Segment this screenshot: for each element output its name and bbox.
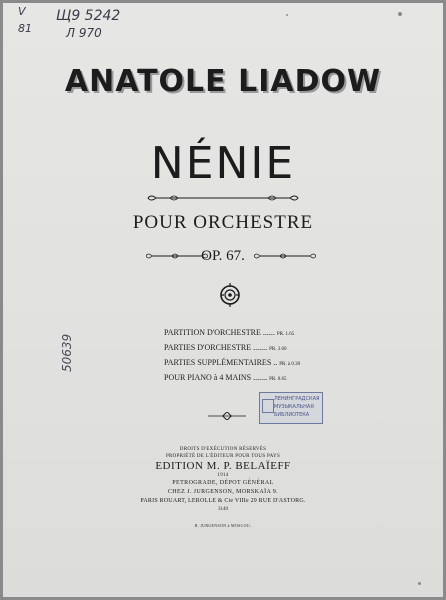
shelf-year: Л 970: [66, 26, 102, 40]
part-price: PR. 3.60: [269, 347, 287, 352]
rights-line: PROPRIÉTÉ DE L'ÉDITEUR POUR TOUS PAYS: [165, 454, 281, 459]
part-leader: .......: [253, 373, 268, 382]
part-label: POUR PIANO à 4 MAINS: [164, 373, 252, 382]
scroll-ornament: [146, 194, 300, 202]
paris-agent-line: PARIS ROUART, LEROLLE & Cie VIIIe 29 RUE D'ASTORG.: [140, 498, 306, 504]
part-label: PARTIES SUPPLÉMENTAIRES: [164, 358, 272, 367]
inventory-number: 50639: [60, 333, 74, 372]
price-list-item: [164, 326, 304, 341]
parts-price-list: [164, 326, 304, 386]
shelf-mark-a: V: [18, 5, 26, 18]
agent-line: CHEZ J. JURGENSON, MORSKAÏA 9.: [167, 489, 279, 495]
part-leader: ......: [262, 328, 275, 337]
price-list-item: [164, 356, 304, 371]
composer-name: ANATOLE LIADOW: [64, 64, 382, 99]
depot-line: PETROGRADE, DÉPOT GÉNÉRAL: [172, 480, 274, 486]
printer-line: B. JURGENSON à MOSCOU.: [194, 523, 252, 528]
stamp-line: БИБЛИОТЕКА: [274, 412, 310, 418]
part-label: PARTIES D'ORCHESTRE: [164, 343, 252, 352]
part-leader: ..: [273, 358, 278, 367]
paper-speck: [398, 12, 402, 16]
rights-line: DROITS D'EXÉCUTION RÉSERVÉS: [179, 447, 267, 452]
publisher-name: EDITION M. P. BELAÏEFF: [155, 460, 291, 472]
paper-speck: [286, 14, 288, 16]
plate-number: 3140: [218, 507, 228, 512]
part-price: PR. 1.65: [276, 332, 295, 337]
stamp-line: МУЗЫКАЛЬНАЯ: [274, 404, 314, 410]
shelf-code: Щ9 5242: [56, 8, 121, 24]
library-stamp: [259, 392, 323, 424]
stamp-line: ЛЕНИНГРАДСКАЯ: [274, 396, 320, 402]
part-price: PR. 0.65: [269, 377, 287, 382]
part-label: PARTITION D'ORCHESTRE: [164, 328, 261, 337]
shelf-mark-b: 81: [18, 22, 32, 35]
work-title: NÉNIE: [150, 138, 296, 189]
subtitle: POUR ORCHESTRE: [132, 212, 314, 233]
part-leader: .......: [253, 343, 268, 352]
publication-year: 1914: [217, 473, 229, 478]
small-ornament: [204, 412, 250, 420]
price-list-item: [164, 371, 304, 386]
opus-number: OP. 67.: [201, 248, 245, 264]
scroll-ornament-right: [254, 252, 316, 260]
price-list-item: [164, 341, 304, 356]
lyre-seal-icon: [262, 399, 274, 413]
rosette-ornament: [219, 281, 241, 309]
part-price: PR. à 0.30: [279, 362, 301, 367]
paper-speck: [418, 582, 421, 585]
publisher-block: [0, 446, 446, 505]
